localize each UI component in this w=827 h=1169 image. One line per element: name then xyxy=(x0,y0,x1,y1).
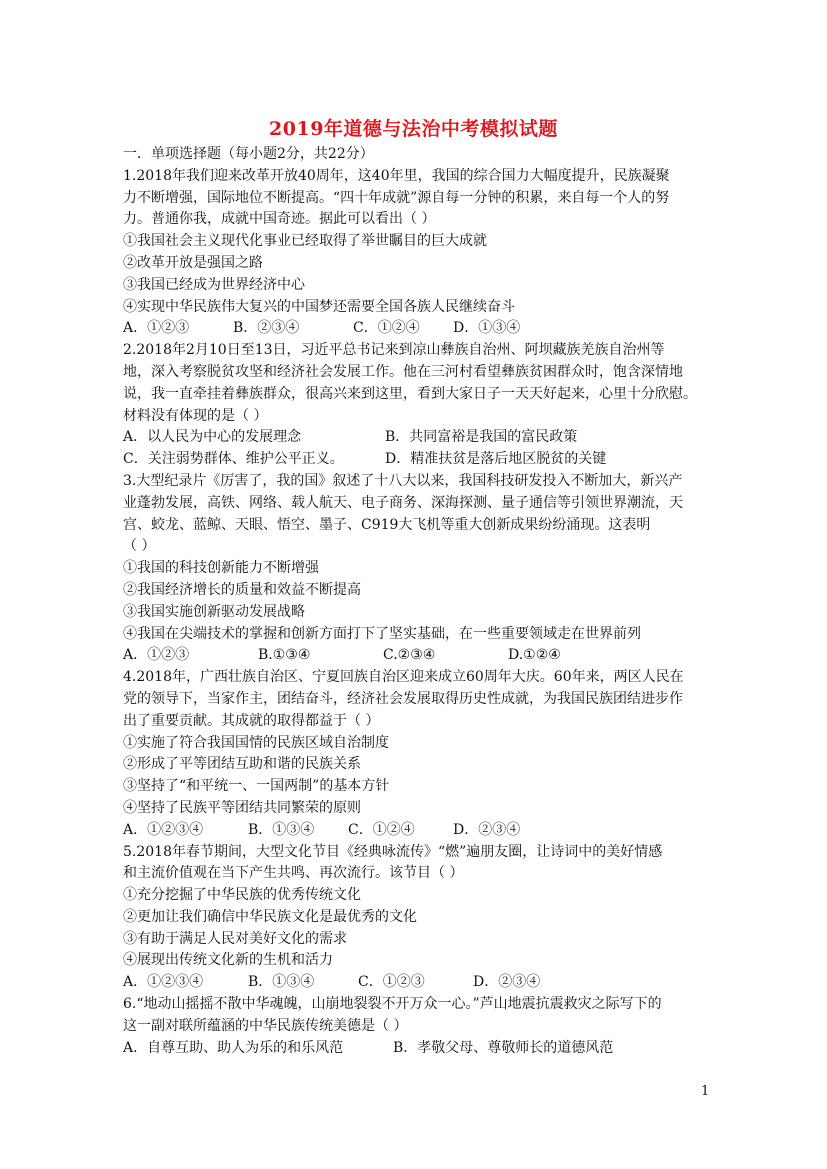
answer-options xyxy=(123,645,705,667)
question-stem-line: 业蓬勃发展，高铁、网络、载人航天、电子商务、深海探测、量子通信等引领世界潮流，天 xyxy=(123,494,683,511)
question-stem-line: 材料没有体现的是（ ） xyxy=(123,407,268,424)
question-stem-line: 宫、蛟龙、蓝鲸、天眼、悟空、墨子、C919大飞机等重大创新成果纷纷涌现。这表明 xyxy=(123,516,651,533)
option-b: B．共同富裕是我国的富民政策 xyxy=(385,429,578,446)
answer-options xyxy=(123,427,705,449)
statement-item: ④展现出传统文化新的生机和活力 xyxy=(123,952,333,969)
statement-item: ②更加让我们确信中华民族文化是最优秀的文化 xyxy=(123,908,417,925)
answer-options xyxy=(123,820,705,842)
option-a: A．①②③ xyxy=(123,320,190,337)
statement-item: ②我国经济增长的质量和效益不断提高 xyxy=(123,581,361,598)
question-stem-line: 地，深入考察脱贫攻坚和经济社会发展工作。他在三河村看望彝族贫困群众时，饱含深情地 xyxy=(123,363,683,380)
statement-item: ①我国社会主义现代化事业已经取得了举世瞩目的巨大成就 xyxy=(123,233,487,250)
question-stem-line: 1.2018年我们迎来改革开放40周年，这40年里，我国的综合国力大幅度提升，民族凝聚 xyxy=(123,167,670,184)
question-stem-line: 说，我一直牵挂着彝族群众，很高兴来到这里，看到大家日子一天天好起来，心里十分欣慰。 xyxy=(123,385,697,402)
option-b: B．①③④ xyxy=(248,821,315,838)
answer-options xyxy=(123,972,705,994)
option-a: A．①②③ xyxy=(123,647,190,664)
question-stem-line: 5.2018年春节期间，大型文化节目《经典咏流传》“燃”遍朋友圈，让诗词中的美好情感 xyxy=(123,843,663,860)
question-stem-line: 6.“地动山摇摇不散中华魂魄，山崩地裂裂不开万众一心。”芦山地震抗震救灾之际写下的 xyxy=(123,996,662,1013)
option-b: B．孝敬父母、尊敬师长的道德风范 xyxy=(393,1039,614,1056)
statement-item: ③坚持了“和平统一、一国两制”的基本方针 xyxy=(123,778,390,795)
option-a: A．①②③④ xyxy=(123,821,204,838)
answer-options xyxy=(123,318,705,340)
page-title: 2019年道德与法治中考模拟试题 xyxy=(269,118,558,140)
question-1 xyxy=(123,166,705,340)
option-c: C．①②④ xyxy=(348,821,415,838)
statement-item: ④坚持了民族平等团结共同繁荣的原则 xyxy=(123,799,361,816)
question-stem-line: 党的领导下，当家作主，团结奋斗，经济社会发展取得历史性成就，为我国民族团结进步作 xyxy=(123,690,683,707)
statement-item: ①我国的科技创新能力不断增强 xyxy=(123,560,319,577)
option-b: B.①③④ xyxy=(258,647,311,664)
section-heading: 一．单项选择题（每小题2分，共22分） xyxy=(123,146,374,162)
option-d: D．②③④ xyxy=(473,974,541,991)
question-stem-line: （ ） xyxy=(123,538,156,555)
question-4 xyxy=(123,667,705,841)
question-5 xyxy=(123,842,705,995)
option-d: D．②③④ xyxy=(453,821,521,838)
question-stem-line: 和主流价值观在当下产生共鸣、再次流行。该节目（ ） xyxy=(123,865,464,882)
statement-item: ③我国实施创新驱动发展战略 xyxy=(123,603,305,620)
option-a: A．自尊互助、助人为乐的和乐风范 xyxy=(123,1039,344,1056)
option-d: D．精准扶贫是落后地区脱贫的关键 xyxy=(385,451,607,468)
question-6 xyxy=(123,994,705,1059)
statement-item: ③我国已经成为世界经济中心 xyxy=(123,276,305,293)
question-stem-line: 力。普通你我，成就中国奇迹。据此可以看出（ ） xyxy=(123,211,436,228)
option-d: D．①③④ xyxy=(453,320,521,337)
statement-item: ④我国在尖端技术的掌握和创新方面打下了坚实基础，在一些重要领域走在世界前列 xyxy=(123,625,641,642)
statement-item: ②形成了平等团结互助和谐的民族关系 xyxy=(123,756,361,773)
statement-item: ②改革开放是强国之路 xyxy=(123,254,263,271)
option-d: D.①②④ xyxy=(508,647,561,664)
question-stem-line: 3.大型纪录片《厉害了，我的国》叙述了十八大以来，我国科技研发投入不断加大，新兴产 xyxy=(123,472,683,489)
page-number: 1 xyxy=(701,1084,710,1099)
option-c: C．关注弱势群体、维护公平正义。 xyxy=(123,451,344,468)
answer-options xyxy=(123,1038,705,1060)
option-a: A．以人民为中心的发展理念 xyxy=(123,429,302,446)
question-stem-line: 2.2018年2月10日至13日，习近平总书记来到凉山彝族自治州、阿坝藏族羌族自治州等 xyxy=(123,342,665,359)
answer-options xyxy=(123,449,705,471)
option-c: C．①②③ xyxy=(358,974,425,991)
question-2 xyxy=(123,340,705,471)
option-b: B．②③④ xyxy=(233,320,300,337)
question-stem-line: 出了重要贡献。其成就的取得都益于（ ） xyxy=(123,712,380,729)
question-stem-line: 这一副对联所蕴涵的中华民族传统美德是（ ） xyxy=(123,1017,408,1034)
question-3 xyxy=(123,471,705,667)
option-a: A．①②③④ xyxy=(123,974,204,991)
option-c: C.②③④ xyxy=(383,647,436,664)
option-c: C．①②④ xyxy=(353,320,420,337)
statement-item: ④实现中华民族伟大复兴的中国梦还需要全国各族人民继续奋斗 xyxy=(123,298,515,315)
question-stem-line: 力不断增强，国际地位不断提高。“四十年成就”源自每一分钟的积累，来自每一个人的努 xyxy=(123,189,670,206)
option-b: B．①③④ xyxy=(248,974,315,991)
statement-item: ①充分挖掘了中华民族的优秀传统文化 xyxy=(123,887,361,904)
statement-item: ③有助于满足人民对美好文化的需求 xyxy=(123,930,347,947)
exam-content xyxy=(123,144,705,1059)
question-stem-line: 4.2018年，广西壮族自治区、宁夏回族自治区迎来成立60周年大庆。60年来，两区人民在 xyxy=(123,669,684,686)
statement-item: ①实施了符合我国国情的民族区域自治制度 xyxy=(123,734,389,751)
